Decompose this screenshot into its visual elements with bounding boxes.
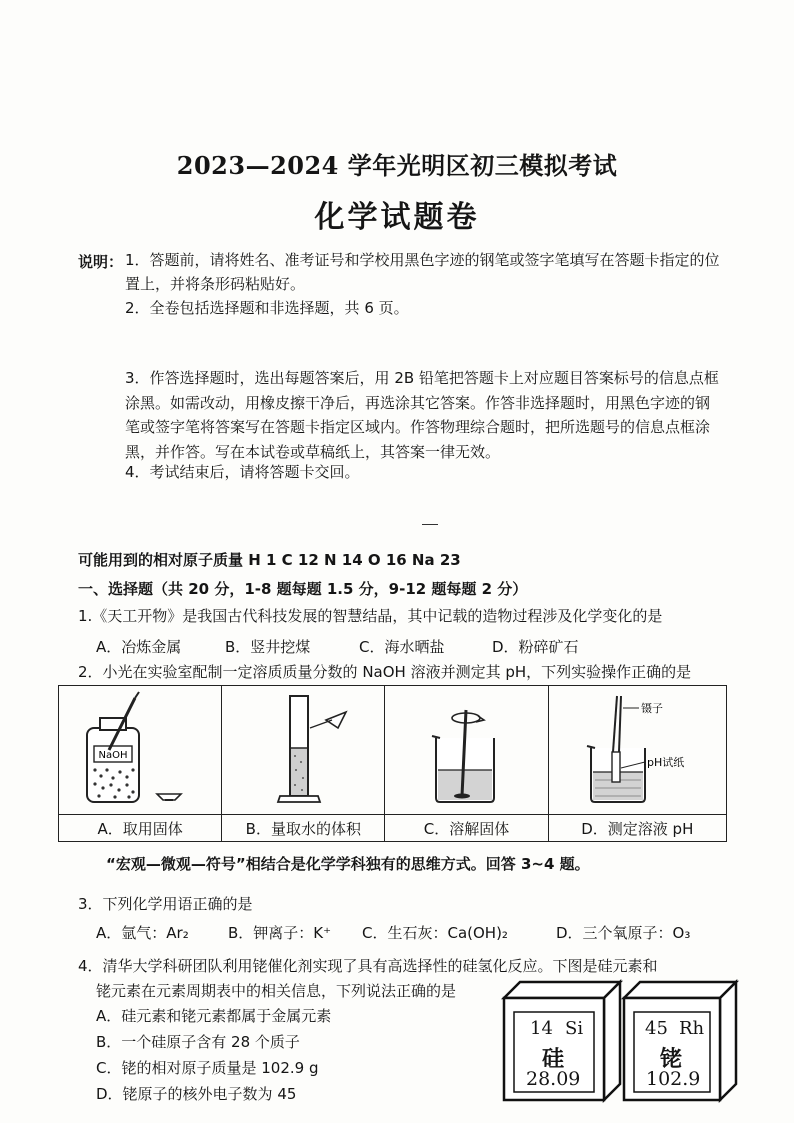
rh-name: 铑 [660, 1046, 683, 1072]
q4-option-d: D．铑原子的核外电子数为 45 [96, 1085, 297, 1103]
section-header: 一、选择题（共 20 分，1-8 题每题 1.5 分，9-12 题每题 2 分） [78, 580, 528, 598]
si-name: 硅 [542, 1046, 565, 1072]
rh-mass: 102.9 [646, 1068, 701, 1090]
q3-4-intro: “宏观—微观—符号”相结合是化学学科独有的思维方式。回答 3~4 题。 [106, 855, 590, 873]
note-item-4: 4．考试结束后，请将答题卡交回。 [125, 463, 360, 481]
caption-b: B．量取水的体积 [222, 815, 385, 842]
exam-subtitle: 化学试题卷 [314, 200, 480, 235]
q3-stem: 3．下列化学用语正确的是 [78, 895, 253, 913]
si-atomic-number: 14 [530, 1018, 553, 1039]
q1-stem: 1.《天工开物》是我国古代科技发展的智慧结晶，其中记载的造物过程涉及化学变化的是 [78, 607, 663, 625]
q4-option-a: A．硅元素和铑元素都属于金属元素 [96, 1007, 332, 1025]
divider [422, 524, 438, 525]
reagent-bottle-illustration [65, 690, 215, 810]
q3-option-a: A．氩气：Ar₂ [96, 924, 189, 942]
notes-label: 说明： [78, 253, 124, 271]
apparatus-a-cell [59, 686, 222, 815]
si-symbol: Si [565, 1018, 584, 1039]
tweezers-label: 镊子 [641, 702, 664, 715]
q1-option-a: A．冶炼金属 [96, 638, 182, 656]
q1-option-b: B．竖井挖煤 [225, 638, 311, 656]
q4-stem-line2: 铑元素在元素周期表中的相关信息，下列说法正确的是 [96, 982, 457, 1000]
q4-option-b: B．一个硅原子含有 28 个质子 [96, 1033, 300, 1051]
caption-a: A．取用固体 [59, 815, 222, 842]
note-item-3: 3．作答选择题时，选出每题答案后，用 2B 铅笔把答题卡上对应题目答案标号的信息点框涂黑。如需改动，用橡皮擦干净后，再选涂其它答案。作答非选择题时，用黑色字迹的钢笔或签字笔将答案写在答题卡指定区域内。作答物理综合题时，把所选题号的信息点框涂黑，并作答。写在本试卷或草稿纸上，其答案一律无效。 [125, 369, 719, 461]
si-mass: 28.09 [526, 1068, 581, 1090]
q3-option-b: B．钾离子：K⁺ [228, 924, 332, 942]
note-item-2: 2．全卷包括选择题和非选择题，共 6 页。 [125, 299, 409, 317]
q1-option-c: C．海水晒盐 [359, 638, 445, 656]
q3-option-c: C．生石灰：Ca(OH)₂ [362, 924, 508, 942]
exam-title: 2023—2024 学年光明区初三模拟考试 [176, 151, 618, 180]
caption-d: D．测定溶液 pH [548, 815, 726, 842]
rh-symbol: Rh [679, 1018, 705, 1039]
ph-paper-label: pH试纸 [647, 756, 685, 769]
apparatus-d-cell [548, 686, 726, 815]
graduated-cylinder-illustration [228, 690, 378, 810]
caption-c: C．溶解固体 [385, 815, 548, 842]
q4-option-c: C．铑的相对原子质量是 102.9 g [96, 1059, 319, 1077]
q1-option-d: D．粉碎矿石 [492, 638, 579, 656]
rh-atomic-number: 45 [645, 1018, 668, 1039]
q2-apparatus-table [58, 685, 727, 842]
apparatus-c-cell [385, 686, 548, 815]
q3-option-d: D．三个氧原子：O₃ [556, 924, 691, 942]
q4-stem-line1: 4．清华大学科研团队利用铑催化剂实现了具有高选择性的硅氢化反应。下图是硅元素和 [78, 957, 658, 975]
q2-stem: 2．小光在实验室配制一定溶质质量分数的 NaOH 溶液并测定其 pH，下列实验操作正确的是 [78, 663, 692, 681]
naoh-label: NaOH [98, 750, 128, 761]
note-item-1: 1．答题前，请将姓名、准考证号和学校用黑色字迹的钢笔或签字笔填写在答题卡指定的位置上，并将条形码粘贴好。 [125, 251, 720, 293]
ph-test-illustration [555, 690, 719, 810]
apparatus-b-cell [222, 686, 385, 815]
beaker-stirring-illustration [392, 690, 542, 810]
atomic-mass-line: 可能用到的相对原子质量 H 1 C 12 N 14 O 16 Na 23 [78, 551, 461, 569]
